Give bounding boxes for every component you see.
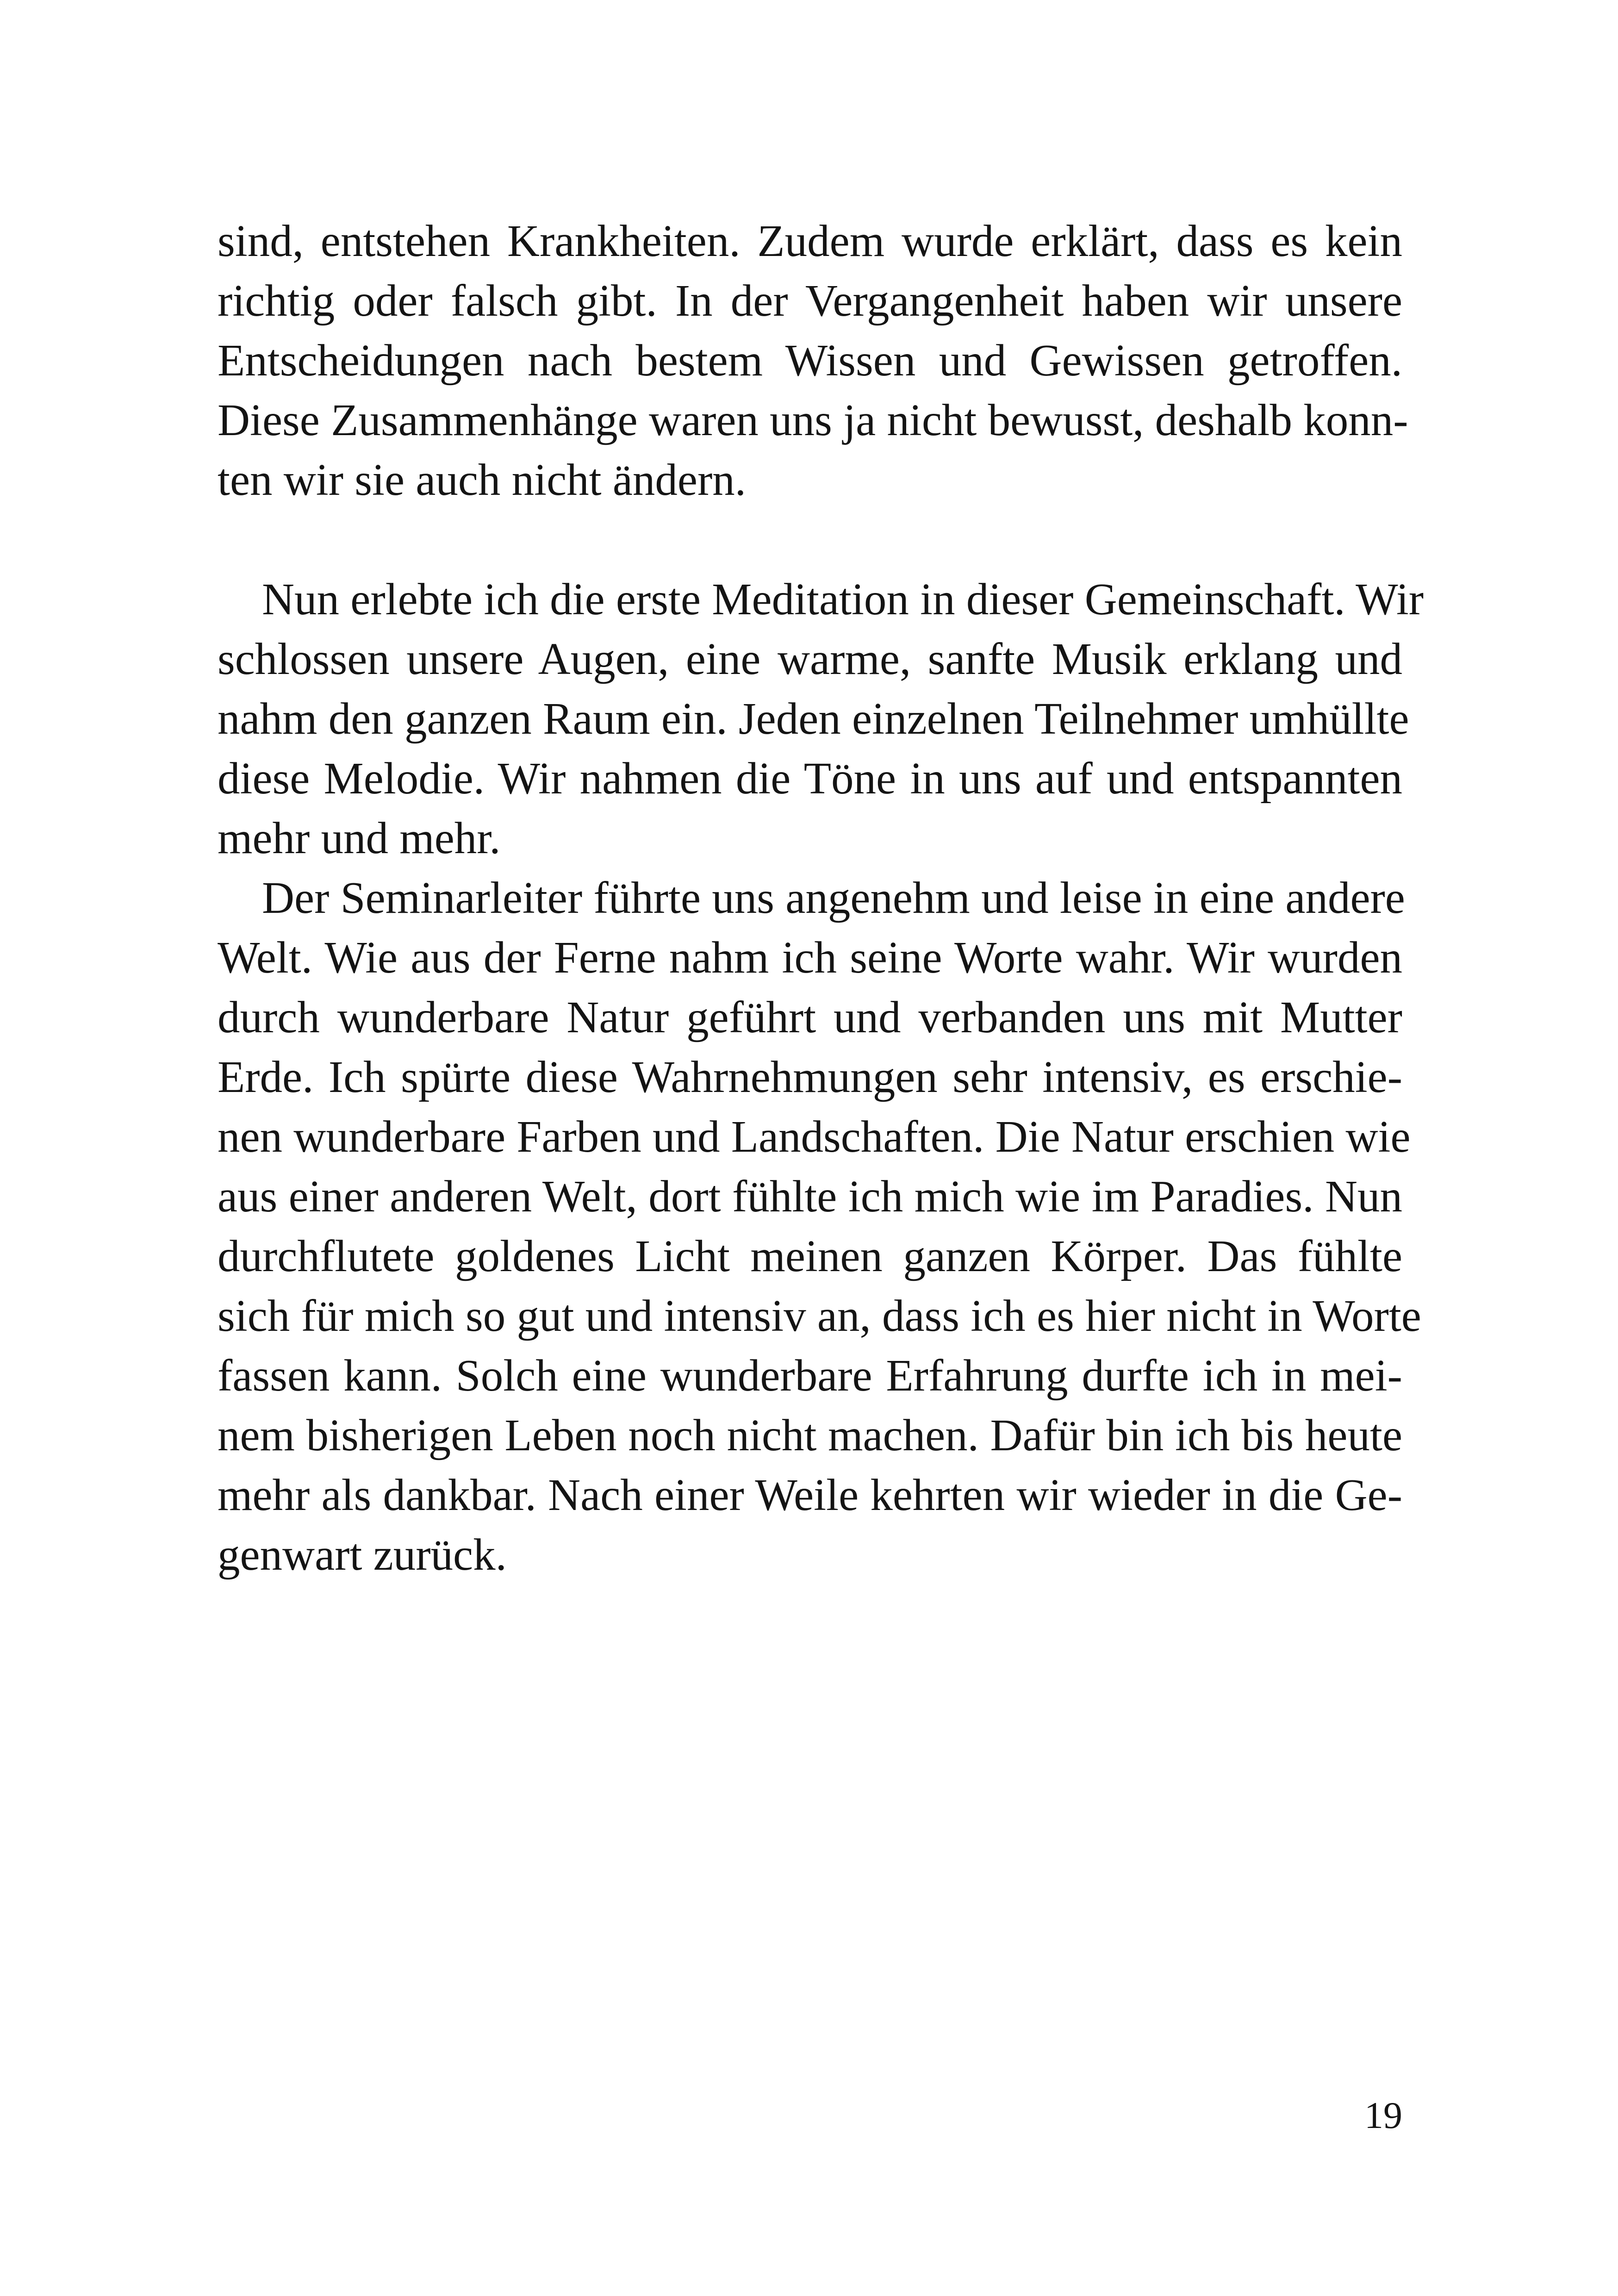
paragraph-continuation bbox=[218, 211, 1408, 510]
text-line: Welt. Wie aus der Ferne nahm ich seine Worte wahr. Wir wurden bbox=[218, 933, 1402, 982]
text-line: nem bisherigen Leben noch nicht machen. Dafür bin ich bis heute bbox=[218, 1410, 1402, 1460]
text-line: mehr als dankbar. Nach einer Weile kehrten wir wieder in die Ge- bbox=[218, 1470, 1402, 1520]
text-line: Diese Zusammenhänge waren uns ja nicht bewusst, deshalb konn- bbox=[218, 395, 1408, 445]
text-line: ten wir sie auch nicht ändern. bbox=[218, 455, 747, 505]
text-line: sich für mich so gut und intensiv an, dass ich es hier nicht in Worte bbox=[218, 1291, 1421, 1341]
paragraph-meditation bbox=[218, 569, 1424, 868]
text-line: sind, entstehen Krankheiten. Zudem wurde erklärt, dass es kein bbox=[218, 216, 1402, 266]
text-line: Nun erlebte ich die erste Meditation in dieser Gemeinschaft. Wir bbox=[262, 574, 1424, 624]
text-line: aus einer anderen Welt, dort fühlte ich mich wie im Paradies. Nun bbox=[218, 1172, 1402, 1221]
text-line: mehr und mehr. bbox=[218, 813, 501, 863]
text-line: genwart zurück. bbox=[218, 1530, 507, 1579]
paragraph-seminar-leader bbox=[218, 868, 1421, 1585]
text-line: nen wunderbare Farben und Landschaften. Die Natur erschien wie bbox=[218, 1112, 1411, 1161]
text-line: diese Melodie. Wir nahmen die Töne in uns auf und entspannten bbox=[218, 754, 1402, 803]
text-line: fassen kann. Solch eine wunderbare Erfahrung durfte ich in mei- bbox=[218, 1351, 1402, 1400]
text-line: nahm den ganzen Raum ein. Jeden einzelnen Teilnehmer umhüllte bbox=[218, 694, 1409, 743]
text-line: Entscheidungen nach bestem Wissen und Gewissen getroffen. bbox=[218, 336, 1402, 385]
text-line: durch wunderbare Natur geführt und verbanden uns mit Mutter bbox=[218, 992, 1402, 1042]
text-line: richtig oder falsch gibt. In der Vergangenheit haben wir unsere bbox=[218, 276, 1402, 325]
page-number: 19 bbox=[1364, 2094, 1402, 2136]
paragraph-group bbox=[218, 569, 1424, 1585]
text-line: Erde. Ich spürte diese Wahrnehmungen sehr intensiv, es erschie- bbox=[218, 1052, 1402, 1102]
text-line: Der Seminarleiter führte uns angenehm und leise in eine andere bbox=[262, 873, 1405, 923]
text-line: schlossen unsere Augen, eine warme, sanfte Musik erklang und bbox=[218, 634, 1402, 684]
text-line: durchflutete goldenes Licht meinen ganzen Körper. Das fühlte bbox=[218, 1231, 1402, 1281]
